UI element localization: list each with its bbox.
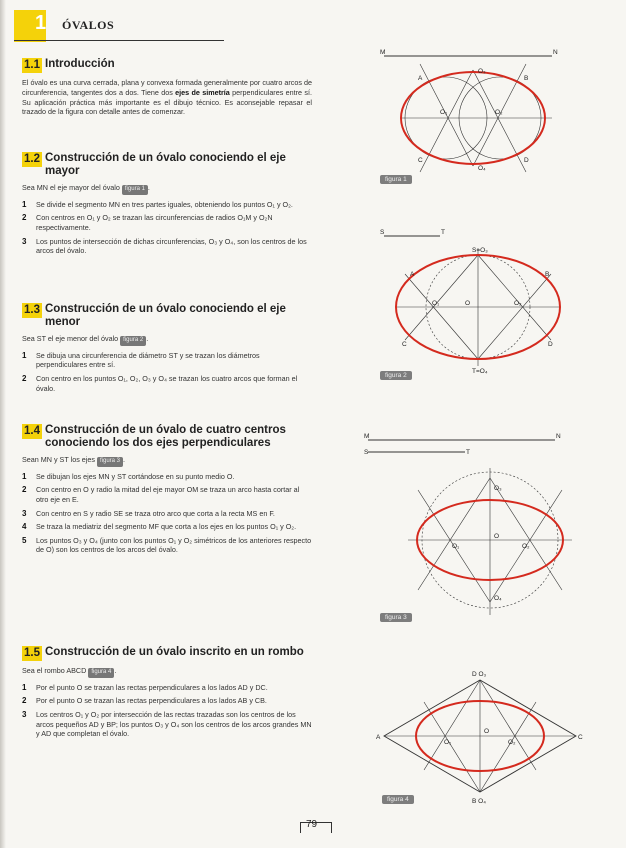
- label-b: B: [545, 271, 550, 278]
- construction-line: [478, 274, 551, 359]
- label-t: T: [441, 229, 445, 236]
- list-item: 2 Con centros en O₁ y O₂ se trazan las circunferencias de radios O₁M y O₂N respectivamente.: [22, 213, 273, 232]
- label-o: O: [465, 300, 471, 307]
- label-c: C: [418, 157, 423, 164]
- label-d: D: [524, 157, 529, 164]
- label-o2: O₂: [508, 739, 516, 746]
- label-o3: O₃: [494, 485, 502, 492]
- section-paragraph: El óvalo es una curva cerrada, plana y convexa formada generalmente por cuatro arcos de circunferencia, tangentes dos a dos. Tiene dos ejes de simetría perpendiculares entre sí. Su aplicación práctica más importante es el dibujo técnico. Es aconsejable repasar el trazado de la figura con detalle antes de comenzar.: [22, 78, 312, 117]
- figure-1-caption: figura 1: [380, 175, 412, 184]
- section-intro: Sea el rombo ABCD figura 4 .: [22, 666, 312, 678]
- label-o2: O₂: [495, 109, 503, 116]
- perpendicular-line: [480, 680, 536, 770]
- label-o1: O₁: [440, 109, 448, 116]
- section-number: 1.5: [24, 647, 40, 659]
- figure-3-dos-ejes: [364, 433, 572, 615]
- label-n: N: [556, 433, 561, 440]
- label-o4: O₄: [478, 165, 486, 172]
- label-o: O: [484, 728, 490, 735]
- list-item: 1 Se dibujan los ejes MN y ST cortándose en su punto medio O.: [22, 471, 235, 481]
- section-title: Construcción de un óvalo de cuatro centros conociendo los dos ejes perpendiculares: [45, 424, 286, 449]
- construction-line: [418, 478, 490, 590]
- list-item: 3 Con centro en S y radio SE se traza otro arco que corta a la recta MS en F.: [22, 508, 275, 518]
- perpendicular-line: [424, 702, 480, 792]
- construction-line: [405, 274, 478, 359]
- section-title: Construcción de un óvalo conociendo el eje menor: [45, 303, 286, 328]
- figure-reference: figura 3: [97, 457, 123, 467]
- label-b: B: [524, 75, 529, 82]
- label-o4: O₄: [494, 595, 502, 602]
- label-a: A: [376, 734, 381, 741]
- figure-4-rombo: [376, 671, 583, 805]
- construction-line: [478, 255, 551, 340]
- label-bottom: B O₄: [472, 798, 486, 805]
- label-s: S: [380, 229, 385, 236]
- label-n: N: [553, 49, 558, 56]
- figure-1-eje-mayor: [380, 49, 558, 172]
- section-number: 1.1: [24, 59, 40, 71]
- chapter-number: 1: [35, 12, 47, 34]
- label-c: C: [402, 341, 407, 348]
- label-m: M: [380, 49, 386, 56]
- label-d: D: [548, 341, 553, 348]
- section-title: Construcción de un óvalo inscrito en un rombo: [45, 646, 304, 658]
- list-item: 1 Se divide el segmento MN en tres partes iguales, obteniendo los puntos O₁ y O₂.: [22, 199, 293, 209]
- figure-reference: figura 4: [88, 668, 114, 678]
- section-intro: Sea ST el eje menor del óvalo figura 2 .: [22, 334, 312, 346]
- label-top: D O₃: [472, 671, 487, 678]
- list-item: 5 Los puntos O₃ y O₄ (junto con los puntos O₁ y O₂ simétricos de los anteriores respecto de O) son los centros de los arcos del óvalo.: [22, 535, 312, 555]
- list-item: 1 Por el punto O se trazan las rectas perpendiculares a los lados AD y DC.: [22, 682, 268, 692]
- label-t: T: [466, 449, 470, 456]
- construction-line: [420, 70, 473, 172]
- label-o3: S=O₃: [472, 247, 488, 254]
- list-item: 4 Se traza la mediatriz del segmento MF que corta a los ejes en los puntos O₁ y O₂.: [22, 522, 297, 532]
- label-o: O: [494, 533, 500, 540]
- list-item: 2 Con centro en los puntos O₁, O₂, O₃ y O₄ se trazan los cuatro arcos que forman el óvalo.: [22, 373, 298, 393]
- construction-line: [405, 255, 478, 340]
- label-a: A: [418, 75, 423, 82]
- list-item: 3 Los puntos de intersección de dichas circunferencias, O₃ y O₄, son los centros de los arcos del óvalo.: [22, 236, 307, 256]
- construction-line: [473, 70, 529, 172]
- section-intro: Sean MN y ST los ejes figura 3 .: [22, 455, 312, 467]
- section-title: Introducción: [45, 58, 115, 70]
- figure-2-eje-menor: [380, 229, 560, 375]
- label-o2: O₂: [522, 543, 530, 550]
- label-o1: O₁: [444, 739, 452, 746]
- list-item: 2 Con centro en O y radio la mitad del eje mayor OM se traza un arco hasta cortar al otro eje en E.: [22, 485, 300, 504]
- section-title: Construcción de un óvalo conociendo el eje mayor: [45, 152, 286, 177]
- perpendicular-line: [424, 680, 480, 770]
- figure-3-caption: figura 3: [380, 613, 412, 622]
- figure-reference: figura 1: [122, 185, 148, 195]
- section-number: 1.2: [24, 153, 40, 165]
- chapter-title: ÓVALOS: [62, 18, 115, 32]
- label-o3: O₃: [478, 68, 486, 75]
- label-o1: O₁: [432, 300, 440, 307]
- label-m: M: [364, 433, 370, 440]
- label-o4: T=O₄: [472, 368, 488, 375]
- construction-line: [490, 478, 562, 590]
- list-item: 3 Los centros O₁ y O₂ por intersección de las rectas trazadas son los centros de los arcos pequeños AD y BP; los puntos O₃ y O₄ son los centros de los arcos grandes MN y AD que completan el óvalo.: [22, 709, 312, 739]
- section-number: 1.3: [24, 304, 40, 316]
- list-item: 1 Se dibuja una circunferencia de diámetro ST y se trazan los diámetros perpendiculares entre sí.: [22, 350, 260, 370]
- list-item: 2 Por el punto O se trazan las rectas perpendiculares a los lados AB y CB.: [22, 696, 267, 706]
- perpendicular-line: [480, 702, 536, 792]
- label-s: S: [364, 449, 369, 456]
- figure-reference: figura 2: [120, 336, 146, 346]
- section-number: 1.4: [24, 425, 40, 437]
- figure-4-caption: figura 4: [382, 795, 414, 804]
- figure-2-caption: figura 2: [380, 371, 412, 380]
- section-intro: Sea MN el eje mayor del óvalo figura 1 .: [22, 183, 312, 195]
- label-c: C: [578, 734, 583, 741]
- label-o2: O₂: [514, 300, 522, 307]
- label-o1: O₁: [452, 543, 460, 550]
- page-number: 79: [306, 819, 318, 830]
- label-a: A: [410, 271, 415, 278]
